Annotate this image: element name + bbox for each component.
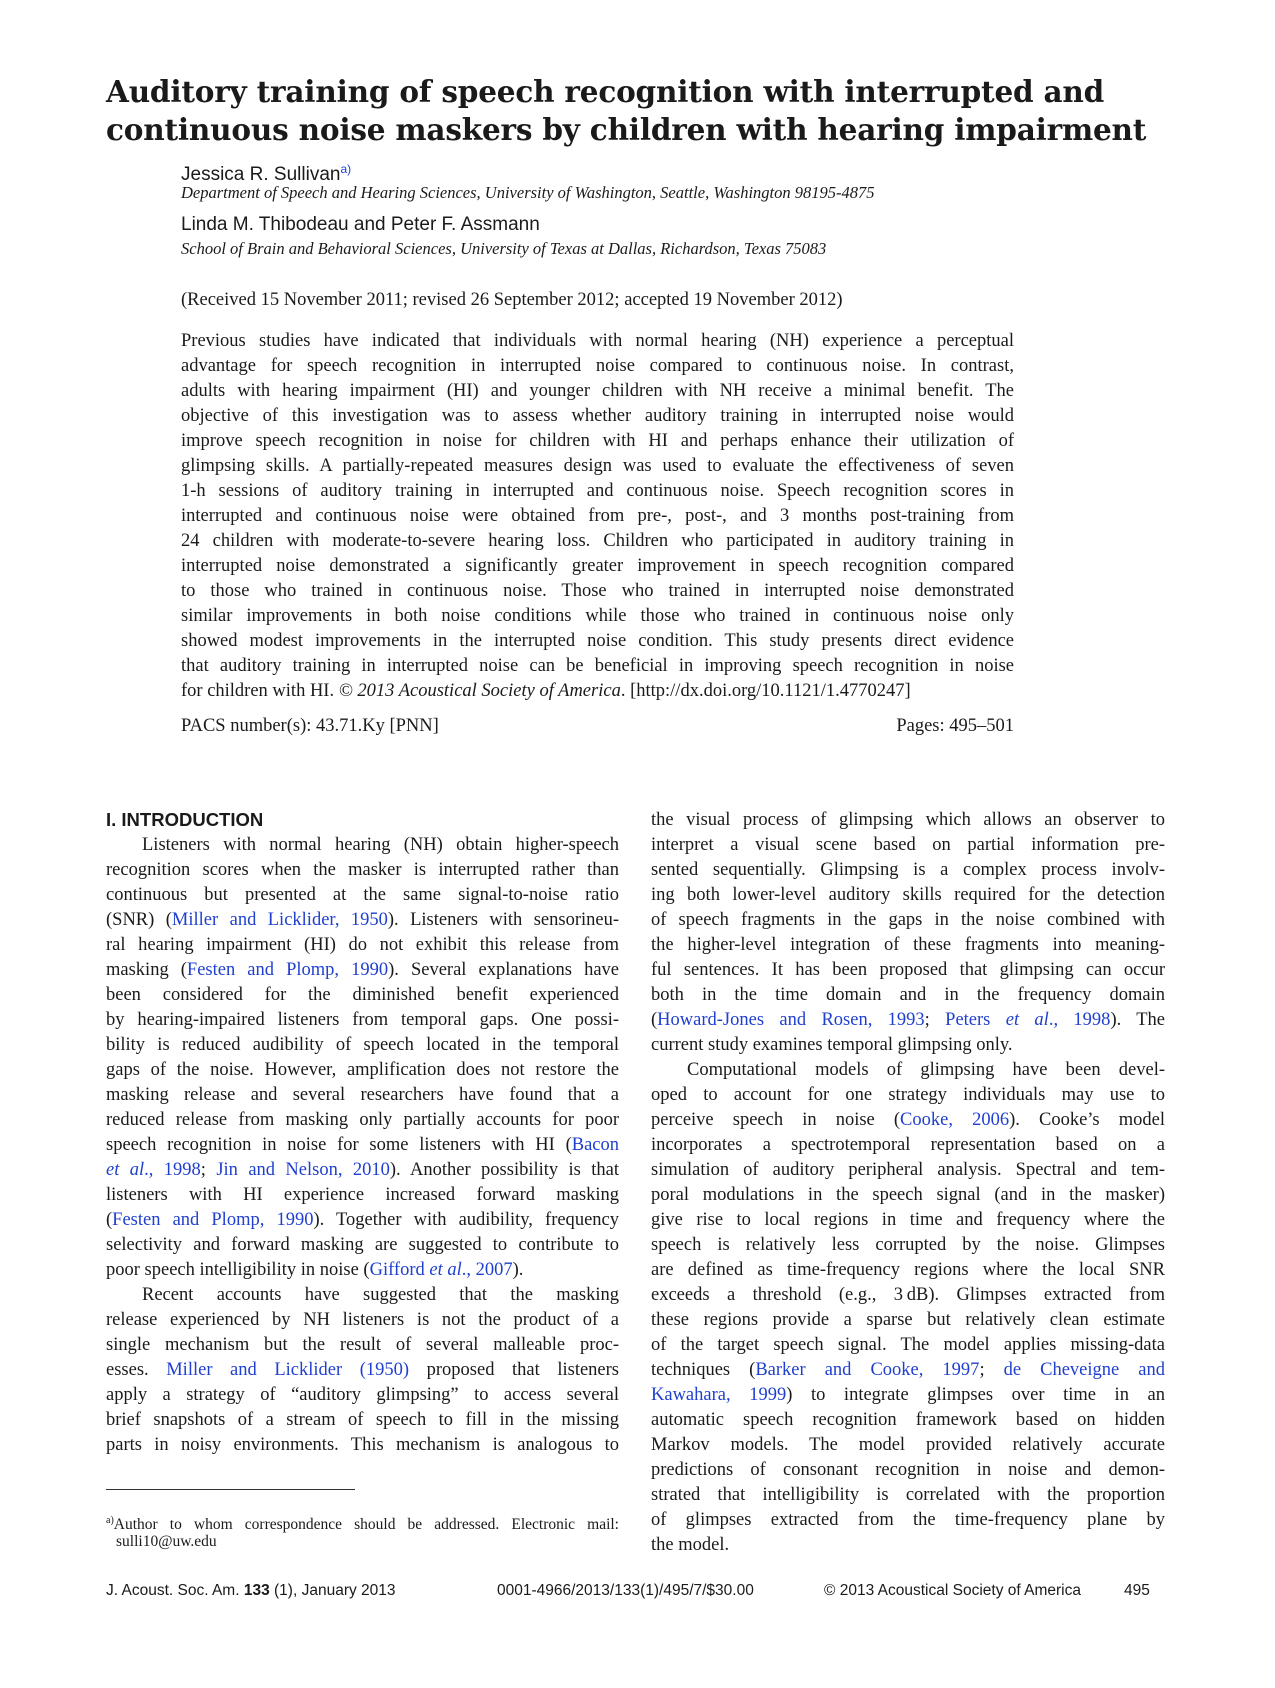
body-line: strated that intelligibility is correlated with the proportion bbox=[651, 1485, 1165, 1505]
body-line: continuous but presented at the same signal-to-noise ratio bbox=[106, 885, 619, 905]
page-range: Pages: 495–501 bbox=[896, 716, 1014, 736]
body-line: (SNR) (Miller and Licklider, 1950). Listeners with sensorineu- bbox=[106, 910, 619, 930]
abstract-last-line: for children with HI. © 2013 Acoustical Society of America. [http://dx.doi.org/10.1121/1.4770247] bbox=[181, 681, 911, 701]
citation-link[interactable]: Festen and Plomp, 1990 bbox=[186, 960, 389, 980]
abstract-line: advantage for speech recognition in interrupted noise compared to continuous noise. In contrast, bbox=[181, 356, 1014, 376]
body-line: selectivity and forward masking are suggested to contribute to bbox=[106, 1235, 619, 1255]
citation-link[interactable]: Cooke, 2006 bbox=[900, 1110, 1010, 1130]
title-line-1: Auditory training of speech recognition with interrupted and bbox=[106, 74, 1105, 109]
citation-link[interactable]: Peters et al., 1998 bbox=[945, 1010, 1111, 1030]
footnote-mark: a) bbox=[106, 1515, 114, 1526]
citation-link[interactable]: Barker and Cooke, 1997 bbox=[755, 1360, 980, 1380]
abstract-line: 1-h sessions of auditory training in interrupted and continuous noise. Speech recognition scores in bbox=[181, 481, 1014, 501]
citation-link[interactable]: Miller and Licklider, 1950 bbox=[171, 910, 388, 930]
body-line: Recent accounts have suggested that the masking bbox=[142, 1285, 619, 1305]
author-1-name: Jessica R. Sullivan bbox=[181, 164, 341, 185]
abstract-line: interrupted noise demonstrated a significantly greater improvement in speech recognition compared bbox=[181, 556, 1014, 576]
body-line: single mechanism but the result of several malleable proc- bbox=[106, 1335, 619, 1355]
citation-link[interactable]: de Cheveigne and bbox=[1003, 1360, 1165, 1380]
body-line: ral hearing impairment (HI) do not exhibit this release from bbox=[106, 935, 619, 955]
citation-link[interactable]: Miller and Licklider (1950) bbox=[166, 1360, 410, 1380]
body-line: these regions provide a sparse but relatively clean estimate bbox=[651, 1310, 1165, 1330]
abstract-line: improve speech recognition in noise for children with HI and perhaps enhance their utilization of bbox=[181, 431, 1014, 451]
body-line: current study examines temporal glimpsing only. bbox=[651, 1035, 1013, 1055]
citation-link[interactable]: Kawahara, 1999 bbox=[651, 1385, 787, 1405]
author-1 bbox=[181, 158, 351, 186]
author-2-affiliation: School of Brain and Behavioral Sciences, University of Texas at Dallas, Richardson, Texas 75083 bbox=[181, 239, 827, 258]
footnote-email[interactable]: sulli10@uw.edu bbox=[116, 1533, 217, 1550]
body-line: of glimpses extracted from the time-frequency plane by bbox=[651, 1510, 1165, 1530]
citation-link[interactable]: Jin and Nelson, 2010 bbox=[216, 1160, 390, 1180]
right-column bbox=[651, 808, 1165, 1558]
body-line: masking release and several researchers have found that a bbox=[106, 1085, 619, 1105]
body-line: interpret a visual scene based on partial information pre- bbox=[651, 835, 1165, 855]
footnote bbox=[106, 1510, 619, 1552]
body-line: poor speech intelligibility in noise (Gifford et al., 2007). bbox=[106, 1260, 524, 1280]
pacs-numbers: PACS number(s): 43.71.Ky [PNN] bbox=[181, 716, 439, 736]
citation-link[interactable]: Festen and Plomp, 1990 bbox=[112, 1210, 314, 1230]
abstract-line: objective of this investigation was to assess whether auditory training in interrupted noise would bbox=[181, 406, 1014, 426]
body-line: give rise to local regions in time and frequency where the bbox=[651, 1210, 1165, 1230]
body-line: Computational models of glimpsing have been devel- bbox=[687, 1060, 1165, 1080]
body-line: perceive speech in noise (Cooke, 2006). Cooke’s model bbox=[651, 1110, 1165, 1130]
body-line: poral modulations in the speech signal (and in the masker) bbox=[651, 1185, 1165, 1205]
body-line: been considered for the diminished benefit experienced bbox=[106, 985, 619, 1005]
citation-link[interactable]: Bacon bbox=[571, 1135, 619, 1155]
body-line: ing both lower-level auditory skills required for the detection bbox=[651, 885, 1165, 905]
abstract-line: glimpsing skills. A partially-repeated measures design was used to evaluate the effectiveness of seven bbox=[181, 456, 1014, 476]
citation-link[interactable]: et al., 1998 bbox=[106, 1160, 201, 1180]
body-line: ful sentences. It has been proposed that glimpsing can occur bbox=[651, 960, 1165, 980]
body-line: recognition scores when the masker is interrupted rather than bbox=[106, 860, 619, 880]
footer-code: 0001-4966/2013/133(1)/495/7/$30.00 bbox=[497, 1582, 754, 1599]
body-line: gaps of the noise. However, amplification does not restore the bbox=[106, 1060, 619, 1080]
body-line: incorporates a spectrotemporal representation based on a bbox=[651, 1135, 1165, 1155]
body-line: automatic speech recognition framework based on hidden bbox=[651, 1410, 1165, 1430]
body-line: et al., 1998; Jin and Nelson, 2010). Another possibility is that bbox=[106, 1160, 620, 1180]
body-line: masking (Festen and Plomp, 1990). Several explanations have bbox=[106, 960, 619, 980]
body-line: esses. Miller and Licklider (1950) proposed that listeners bbox=[106, 1360, 619, 1380]
body-line: the visual process of glimpsing which allows an observer to bbox=[651, 810, 1165, 830]
author-2 bbox=[181, 214, 540, 236]
footer-copyright: © 2013 Acoustical Society of America bbox=[824, 1582, 1081, 1599]
abstract-line: that auditory training in interrupted noise can be beneficial in improving speech recognition in noise bbox=[181, 656, 1014, 676]
body-line: the model. bbox=[651, 1535, 730, 1555]
citation-link[interactable]: Gifford et al., 2007 bbox=[369, 1260, 513, 1280]
body-line: Kawahara, 1999) to integrate glimpses over time in an bbox=[651, 1385, 1165, 1405]
paper-title bbox=[106, 73, 1186, 149]
body-line: by hearing-impaired listeners from temporal gaps. One possi- bbox=[106, 1010, 619, 1030]
abstract-line: to those who trained in continuous noise. Those who trained in interrupted noise demonstrated bbox=[181, 581, 1014, 601]
footnote-line: $^{a)}$Author to whom correspondence should be addressed. Electronic mail: bbox=[106, 1515, 619, 1533]
body-line: (Howard-Jones and Rosen, 1993; Peters et al., 1998). The bbox=[651, 1010, 1166, 1030]
body-line: Markov models. The model provided relatively accurate bbox=[651, 1435, 1165, 1455]
pacs-row bbox=[181, 716, 1014, 740]
body-line: release experienced by NH listeners is not the product of a bbox=[106, 1310, 619, 1330]
abstract bbox=[181, 329, 1014, 704]
footer-journal: J. Acoust. Soc. Am. 133 (1), January 2013 bbox=[106, 1582, 396, 1599]
body-line: simulation of auditory peripheral analysis. Spectral and tem- bbox=[651, 1160, 1165, 1180]
body-line: oped to account for one strategy individuals may use to bbox=[651, 1085, 1165, 1105]
footer-page-number: 495 bbox=[1124, 1582, 1150, 1599]
footnote-rule bbox=[106, 1489, 355, 1490]
abstract-line: showed modest improvements in the interrupted noise condition. This study presents direct evidence bbox=[181, 631, 1014, 651]
body-line: predictions of consonant recognition in noise and demon- bbox=[651, 1460, 1165, 1480]
body-line: are defined as time-frequency regions where the local SNR bbox=[651, 1260, 1165, 1280]
author-2-name: Linda M. Thibodeau and Peter F. Assmann bbox=[181, 214, 540, 235]
body-line: bility is reduced audibility of speech located in the temporal bbox=[106, 1035, 619, 1055]
body-line: parts in noisy environments. This mechanism is analogous to bbox=[106, 1435, 619, 1455]
body-line: Listeners with normal hearing (NH) obtain higher-speech bbox=[142, 835, 619, 855]
left-column bbox=[106, 833, 619, 1458]
abstract-line: adults with hearing impairment (HI) and younger children with NH receive a minimal benefit. The bbox=[181, 381, 1014, 401]
body-line: of the target speech signal. The model applies missing-data bbox=[651, 1335, 1165, 1355]
body-line: reduced release from masking only partially accounts for poor bbox=[106, 1110, 619, 1130]
body-line: of speech fragments in the gaps in the noise combined with bbox=[651, 910, 1165, 930]
title-line-2: continuous noise maskers by children with hearing impairment bbox=[106, 112, 1147, 147]
abstract-line: 24 children with moderate-to-severe hearing loss. Children who participated in auditory training in bbox=[181, 531, 1014, 551]
abstract-line: Previous studies have indicated that individuals with normal hearing (NH) experience a perceptual bbox=[181, 331, 1014, 351]
abstract-copyright: © 2013 Acoustical Society of America bbox=[338, 681, 621, 701]
body-line: exceeds a threshold (e.g., 3 dB). Glimpses extracted from bbox=[651, 1285, 1165, 1305]
body-line: (Festen and Plomp, 1990). Together with audibility, frequency bbox=[106, 1210, 619, 1230]
body-line: techniques (Barker and Cooke, 1997; de Cheveigne and bbox=[651, 1360, 1165, 1380]
abstract-line: similar improvements in both noise conditions while those who trained in continuous noise only bbox=[181, 606, 1014, 626]
body-line: both in the time domain and in the frequency domain bbox=[651, 985, 1165, 1005]
citation-link[interactable]: Howard-Jones and Rosen, 1993 bbox=[657, 1010, 925, 1030]
body-line: listeners with HI experience increased forward masking bbox=[106, 1185, 619, 1205]
body-line: speech recognition in noise for some listeners with HI (Bacon bbox=[106, 1135, 619, 1155]
doi-link[interactable]: . [http://dx.doi.org/10.1121/1.4770247] bbox=[620, 681, 911, 701]
section-heading: I. INTRODUCTION bbox=[106, 809, 264, 830]
body-line: the higher-level integration of these fragments into meaning- bbox=[651, 935, 1165, 955]
body-line: apply a strategy of “auditory glimpsing” to access several bbox=[106, 1385, 619, 1405]
body-line: speech is relatively less corrupted by the noise. Glimpses bbox=[651, 1235, 1165, 1255]
author-1-footnote-mark[interactable]: a) bbox=[340, 162, 352, 176]
body-line: sented sequentially. Glimpsing is a complex process involv- bbox=[651, 860, 1165, 880]
footer-volume: 133 bbox=[243, 1582, 270, 1599]
author-1-affiliation: Department of Speech and Hearing Sciences, University of Washington, Seattle, Washington 98195-4875 bbox=[181, 183, 875, 202]
abstract-line: interrupted and continuous noise were obtained from pre-, post-, and 3 months post-training from bbox=[181, 506, 1014, 526]
body-line: brief snapshots of a stream of speech to fill in the missing bbox=[106, 1410, 619, 1430]
received-dates: (Received 15 November 2011; revised 26 September 2012; accepted 19 November 2012) bbox=[181, 290, 843, 310]
